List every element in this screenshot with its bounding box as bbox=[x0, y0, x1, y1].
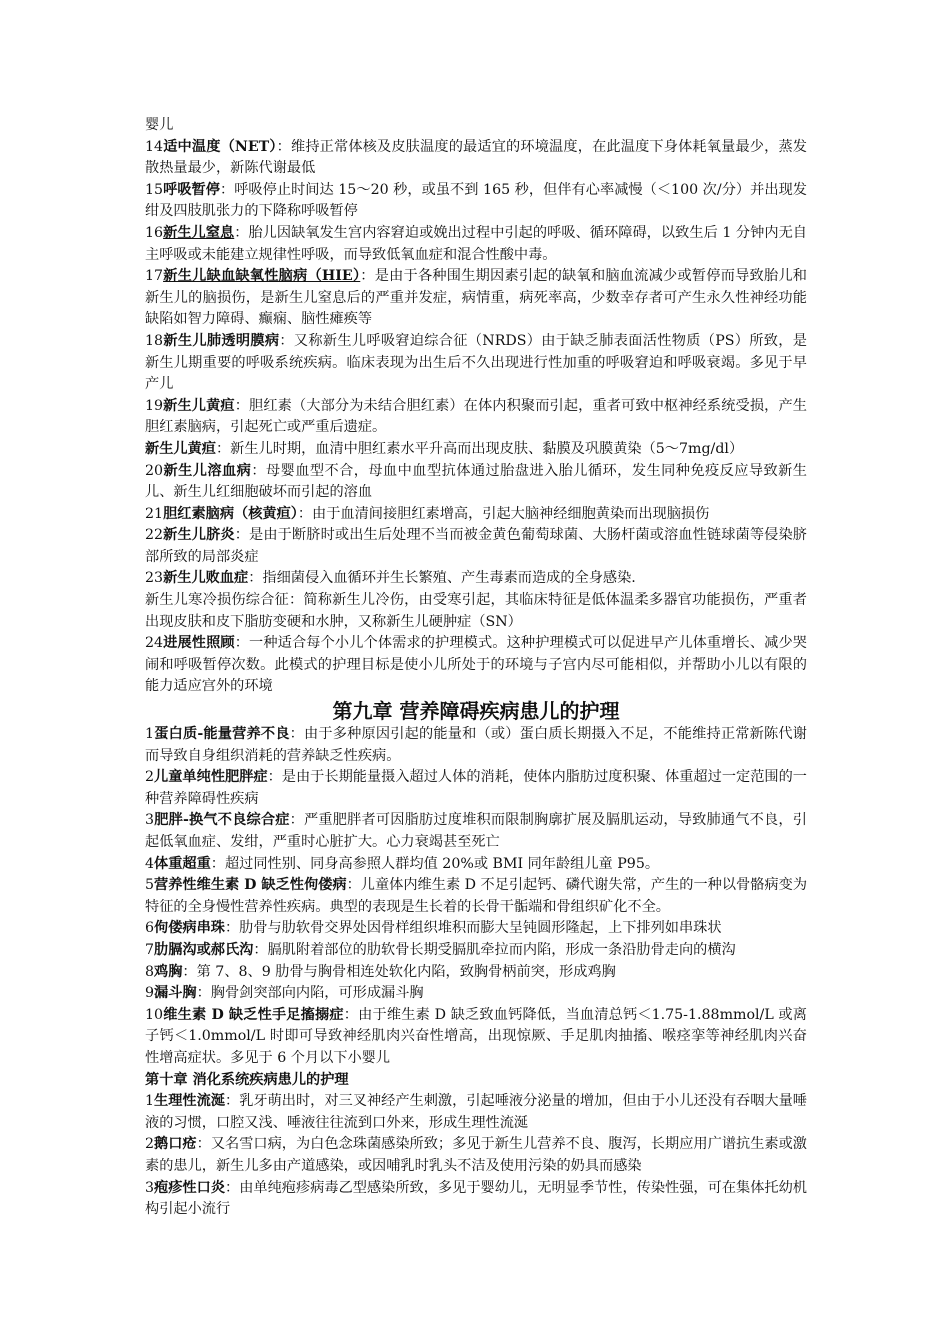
entry-term: 进展性照顾 bbox=[163, 635, 235, 652]
definition-entry bbox=[145, 590, 807, 633]
entry-term: 疱疹性口炎 bbox=[154, 1179, 226, 1196]
entry-term: 新生儿缺血缺氧性脑病（HIE） bbox=[163, 268, 361, 285]
entry-number: 19 bbox=[145, 397, 164, 414]
entry-term: 佝偻病串珠 bbox=[154, 920, 225, 937]
entry-text: ：呼吸停止时间达 15～20 秒，或虽不到 165 秒，但伴有心率减慢（＜100 次/分）并出现发绀及四肢肌张力的下降称呼吸暂停 bbox=[145, 181, 807, 220]
entry-text: ：指细菌侵入血循环并生长繁殖、产生毒素而造成的全身感染. bbox=[248, 570, 636, 587]
entry-text: ：由单纯疱疹病毒乙型感染所致，多见于婴幼儿，无明显季节性，传染性强，可在集体托幼机构引起小流行 bbox=[145, 1179, 807, 1218]
entry-text: ：一种适合每个小儿个体需求的护理模式。这种护理模式可以促进早产儿体重增长、减少哭闹和呼吸暂停次数。此模式的护理目标是使小儿所处于的环境与子宫内尽可能相似，并帮助小儿以有限的能力适应宫外的环境 bbox=[145, 635, 807, 695]
entry-term: 适中温度（NET） bbox=[163, 138, 277, 155]
definition-entry bbox=[145, 568, 807, 590]
definition-entry bbox=[145, 1178, 807, 1221]
entry-number: 1 bbox=[145, 1093, 155, 1110]
chapter-9-title: 第九章 营养障碍疾病患儿的护理 bbox=[332, 699, 620, 724]
entry-text: ：由于血清间接胆红素增高，引起大脑神经细胞黄染而出现脑损伤 bbox=[297, 505, 710, 522]
entry-number: 3 bbox=[145, 1179, 155, 1196]
section-nutrition-terms bbox=[145, 724, 807, 1070]
definition-entry bbox=[145, 918, 807, 940]
entry-text: ：超过同性别、同身高参照人群均值 20%或 BMI 同年龄组儿童 P95。 bbox=[210, 855, 660, 872]
entry-text: ：维持正常体核及皮肤温度的最适宜的环境温度，在此温度下身体耗氧量最少，蒸发散热量最少，新陈代谢最低 bbox=[145, 138, 807, 177]
entry-number: 20 bbox=[145, 462, 164, 479]
entry-text: ：胆红素（大部分为未结合胆红素）在体内积聚而引起，重者可致中枢神经系统受损，产生胆红素脑病，引起死亡或严重后遗症。 bbox=[145, 397, 807, 436]
definition-entry bbox=[145, 266, 807, 331]
definition-entry bbox=[145, 940, 807, 962]
definition-entry bbox=[145, 875, 807, 918]
chapter-10-title: 第十章 消化系统疾病患儿的护理 bbox=[145, 1071, 349, 1088]
entry-text: ：新生儿时期，血清中胆红素水平升高而出现皮肤、黏膜及巩膜黄染（5～7mg/dl） bbox=[215, 440, 744, 457]
entry-term: 鹅口疮 bbox=[154, 1136, 197, 1153]
entry-text: ：第 7、8、9 肋骨与胸骨相连处软化内陷，致胸骨柄前突，形成鸡胸 bbox=[182, 963, 616, 980]
entry-text: ：母婴血型不合，母血中血型抗体通过胎盘进入胎儿循环，发生同种免疫反应导致新生儿、新生儿红细胞破坏而引起的溶血 bbox=[145, 462, 807, 501]
entry-text: ：肋骨与肋软骨交界处因骨样组织堆积而膨大呈钝圆形隆起，上下排列如串珠状 bbox=[224, 920, 722, 937]
entry-term: 呼吸暂停 bbox=[163, 181, 220, 198]
entry-number: 4 bbox=[145, 855, 155, 872]
definition-entry bbox=[145, 461, 807, 504]
entry-number: 2 bbox=[145, 769, 155, 786]
definition-entry bbox=[145, 525, 807, 568]
entry-term: 新生儿溶血病 bbox=[163, 462, 252, 479]
entry-term: 儿童单纯性肥胖症 bbox=[154, 769, 268, 786]
definition-entry bbox=[145, 180, 807, 223]
section-digestive-terms bbox=[145, 1091, 807, 1221]
definition-entry bbox=[145, 724, 807, 767]
entry-term: 肥胖-换气不良综合症 bbox=[154, 812, 290, 829]
entry-text: ：膈肌附着部位的肋软骨长期受膈肌牵拉而内陷，形成一条沿肋骨走向的横沟 bbox=[253, 941, 736, 958]
definition-entry bbox=[145, 223, 807, 266]
entry-term: 新生儿肺透明膜病 bbox=[163, 332, 280, 349]
document-page bbox=[145, 115, 807, 1221]
section-neonatal-terms bbox=[145, 137, 807, 698]
definition-entry bbox=[145, 396, 807, 439]
entry-term: 生理性流涎 bbox=[154, 1093, 226, 1110]
entry-term: 新生儿脐炎 bbox=[163, 527, 235, 544]
entry-term: 新生儿败血症 bbox=[163, 570, 249, 587]
definition-entry bbox=[145, 137, 807, 180]
entry-term: 胆红素脑病（核黄疸） bbox=[163, 505, 298, 522]
entry-term: 体重超重 bbox=[154, 855, 211, 872]
entry-text: ：儿童体内维生素 D 不足引起钙、磷代谢失常，产生的一种以骨骼病变为特征的全身慢性营养性疾病。典型的表现是生长着的长骨干骺端和骨组织矿化不全。 bbox=[145, 877, 808, 915]
entry-number: 5 bbox=[145, 877, 155, 894]
entry-number: 2 bbox=[145, 1136, 155, 1153]
continuation-text: 婴儿 bbox=[145, 117, 174, 133]
entry-number: 1 bbox=[145, 726, 155, 743]
entry-number: 16 bbox=[145, 224, 164, 241]
entry-text: 新生儿寒冷损伤综合征：简称新生儿冷伤，由受寒引起，其临床特征是低体温柔多器官功能损伤，严重者出现皮肤和皮下脂肪变硬和水肿，又称新生儿硬肿症（SN） bbox=[145, 592, 807, 630]
definition-entry bbox=[145, 331, 807, 396]
definition-entry bbox=[145, 767, 807, 810]
definition-entry bbox=[145, 1091, 807, 1134]
definition-entry bbox=[145, 854, 807, 876]
entry-text: ：又名雪口病，为白色念珠菌感染所致；多见于新生儿营养不良、腹泻，长期应用广谱抗生素或激素的患儿，新生儿多由产道感染，或因哺乳时乳头不洁及使用污染的奶具而感染 bbox=[145, 1136, 807, 1174]
entry-text: ：胎儿因缺氧发生宫内容窘迫或娩出过程中引起的呼吸、循环障碍，以致生后 1 分钟内无自主呼吸或未能建立规律性呼吸，而导致低氧血症和混合性酸中毒。 bbox=[145, 224, 807, 263]
entry-number: 22 bbox=[145, 527, 164, 544]
definition-entry bbox=[145, 439, 807, 461]
entry-text: ：是由于断脐时或出生后处理不当而被金黄色葡萄球菌、大肠杆菌或溶血性链球菌等侵染脐部所致的局部炎症 bbox=[145, 527, 807, 565]
entry-term: 维生素 D 缺乏性手足搐搦症 bbox=[163, 1006, 344, 1023]
entry-term: 蛋白质-能量营养不良 bbox=[154, 726, 290, 743]
entry-text: ：又称新生儿呼吸窘迫综合征（NRDS）由于缺乏肺表面活性物质（PS）所致，是新生儿期重要的呼吸系统疾病。临床表现为出生后不久出现进行性加重的呼吸窘迫和呼吸衰竭。多见于早产儿 bbox=[145, 332, 807, 393]
entry-number: 9 bbox=[145, 985, 155, 1002]
entry-number: 8 bbox=[145, 963, 155, 980]
entry-term: 肋膈沟或郝氏沟 bbox=[154, 941, 254, 958]
entry-number: 24 bbox=[145, 635, 164, 652]
entry-text: ：乳牙萌出时，对三叉神经产生刺激，引起唾液分泌量的增加，但由于小儿还没有吞咽大量唾液的习惯，口腔又浅、唾液往往流到口外来，形成生理性流涎 bbox=[145, 1093, 807, 1131]
entry-text: ：由于维生素 D 缺乏致血钙降低，当血清总钙＜1.75-1.88mmol/L 或离子钙＜1.0mmol/L 时即可导致神经肌肉兴奋性增高，出现惊厥、手足肌肉抽搐、喉痉挛等神经肌肉兴奋性增高症状。多见于 6 个月以下小婴儿 bbox=[145, 1006, 807, 1066]
entry-number: 18 bbox=[145, 332, 164, 349]
entry-text: ：严重肥胖者可因脂肪过度堆积而限制胸廓扩展及膈肌运动，导致肺通气不良，引起低氧血症、发绀，严重时心脏扩大。心力衰竭甚至死亡 bbox=[145, 812, 807, 850]
entry-term: 营养性维生素 D 缺乏性佝偻病 bbox=[154, 877, 347, 894]
entry-text: ：由于多种原因引起的能量和（或）蛋白质长期摄入不足，不能维持正常新陈代谢而导致自身组织消耗的营养缺乏性疾病。 bbox=[145, 726, 807, 764]
entry-text: ：是由于长期能量摄入超过人体的消耗，使体内脂肪过度积聚、体重超过一定范围的一种营养障碍性疾病 bbox=[145, 769, 807, 807]
entry-text: ：胸骨剑突部向内陷，可形成漏斗胸 bbox=[196, 985, 424, 1002]
definition-entry bbox=[145, 504, 807, 526]
entry-term: 漏斗胸 bbox=[154, 985, 197, 1002]
definition-entry bbox=[145, 1134, 807, 1177]
entry-term: 鸡胸 bbox=[154, 963, 183, 980]
entry-number: 10 bbox=[145, 1006, 164, 1023]
entry-term: 新生儿黄疸 bbox=[145, 440, 216, 457]
definition-entry bbox=[145, 962, 807, 984]
entry-number: 21 bbox=[145, 505, 164, 522]
entry-number: 6 bbox=[145, 920, 155, 937]
entry-text: ：是由于各种围生期因素引起的缺氧和脑血流减少或暂停而导致胎儿和新生儿的脑损伤，是新生儿窒息后的严重并发症，病情重，病死率高，少数幸存者可产生永久性神经功能缺陷如智力障碍、癫痫、脑性瘫痪等 bbox=[145, 268, 807, 328]
entry-number: 7 bbox=[145, 941, 155, 958]
definition-entry bbox=[145, 633, 807, 698]
entry-number: 23 bbox=[145, 570, 164, 587]
entry-number: 17 bbox=[145, 268, 164, 285]
definition-entry bbox=[145, 810, 807, 853]
definition-entry bbox=[145, 983, 807, 1005]
entry-term: 新生儿黄疸 bbox=[163, 397, 235, 414]
entry-number: 14 bbox=[145, 138, 164, 155]
entry-term: 新生儿窒息 bbox=[163, 224, 235, 241]
definition-entry bbox=[145, 1005, 807, 1070]
entry-number: 3 bbox=[145, 812, 155, 829]
entry-number: 15 bbox=[145, 181, 164, 198]
